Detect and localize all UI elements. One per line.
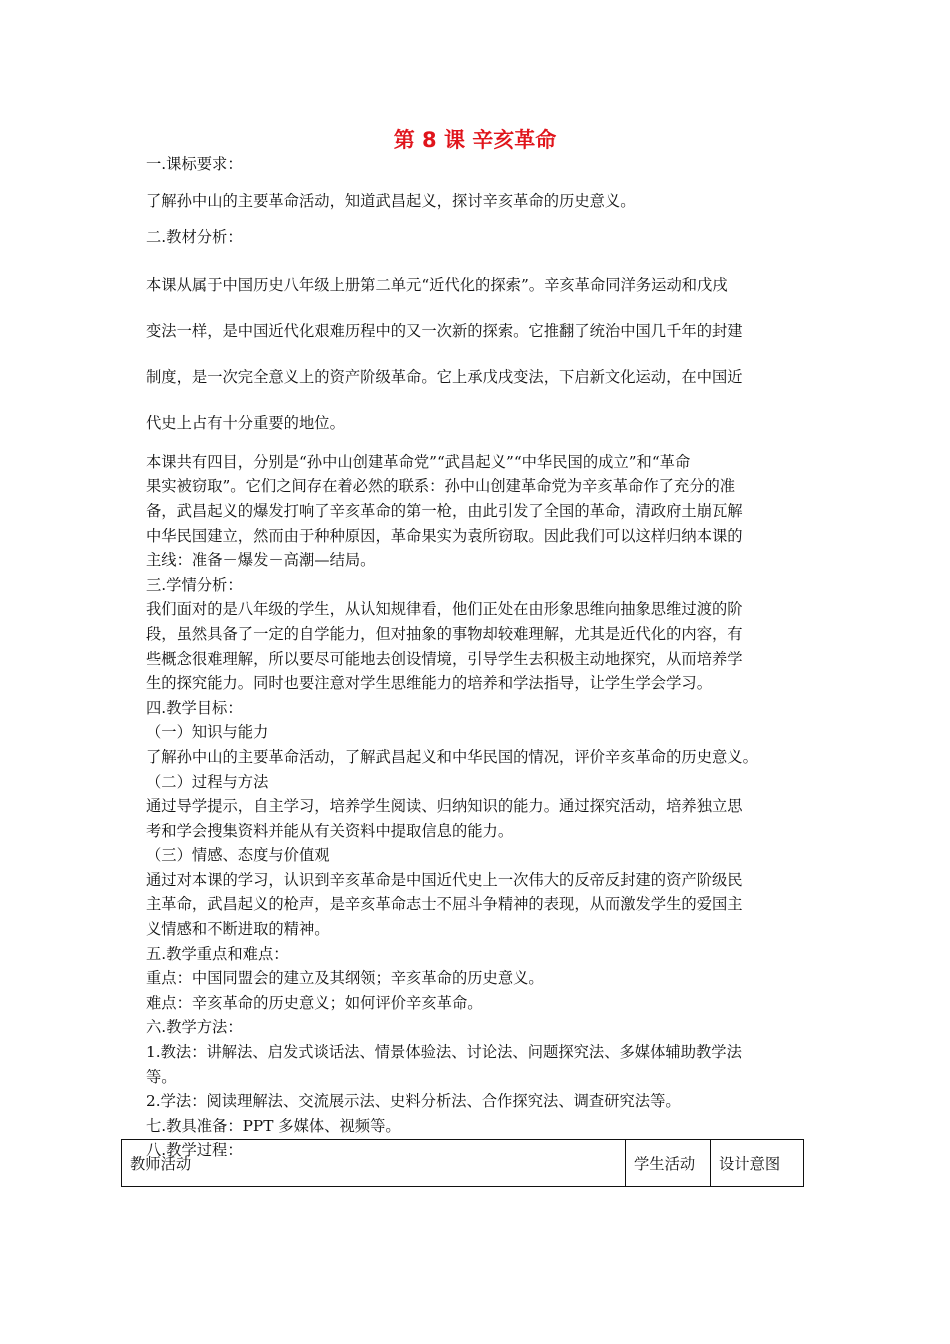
section-heading: 五.教学重点和难点： (146, 944, 289, 963)
paragraph-line: 段，虽然具备了一定的自学能力，但对抽象的事物却较难理解，尤其是近代化的内容，有 (146, 624, 743, 643)
section-heading: 七.教具准备：PPT 多媒体、视频等。 (146, 1116, 401, 1135)
paragraph-line: 等。 (146, 1067, 177, 1086)
table-header-teacher: 教师活动 (122, 1140, 626, 1186)
subsection-heading: （一）知识与能力 (146, 723, 269, 742)
paragraph-line: 制度，是一次完全意义上的资产阶级革命。它上承戊戌变法，下启新文化运动，在中国近 (146, 367, 743, 386)
paragraph-line: 些概念很难理解，所以要尽可能地去创设情境，引导学生去积极主动地探究，从而培养学 (146, 649, 743, 668)
table-header-intent: 设计意图 (719, 1155, 781, 1173)
paragraph-line: 1.教法：讲解法、启发式谈话法、情景体验法、讨论法、问题探究法、多媒体辅助教学法 (146, 1043, 742, 1062)
section-heading: 八.教学过程： (146, 1141, 243, 1160)
table-header-student: 学生活动 (626, 1140, 711, 1186)
paragraph-line: 通过对本课的学习，认识到辛亥革命是中国近代史上一次伟大的反帝反封建的资产阶级民 (146, 870, 743, 889)
paragraph-line: 重点：中国同盟会的建立及其纲领；辛亥革命的历史意义。 (146, 969, 544, 988)
paragraph-line: 变法一样，是中国近代化艰难历程中的又一次新的探索。它推翻了统治中国几千年的封建 (146, 321, 743, 340)
paragraph-line: 中华民国建立，然而由于种种原因，革命果实为袁所窃取。因此我们可以这样归纳本课的 (146, 526, 743, 545)
paragraph-line: 生的探究能力。同时也要注意对学生思维能力的培养和学法指导，让学生学会学习。 (146, 674, 712, 693)
teaching-process-table (121, 1139, 804, 1187)
paragraph-line: 考和学会搜集资料并能从有关资料中提取信息的能力。 (146, 821, 514, 840)
subsection-heading: （三）情感、态度与价值观 (146, 846, 330, 865)
paragraph-line: 代史上占有十分重要的地位。 (146, 413, 345, 432)
paragraph-line: 难点：辛亥革命的历史意义；如何评价辛亥革命。 (146, 993, 483, 1012)
paragraph-line: 本课共有四目，分别是“孙中山创建革命党”“武昌起义”“中华民国的成立”和“革命 (146, 452, 691, 471)
paragraph-line: 果实被窃取”。它们之间存在着必然的联系：孙中山创建革命党为辛亥革命作了充分的准 (146, 477, 736, 496)
paragraph-line: 通过导学提示，自主学习，培养学生阅读、归纳知识的能力。通过探究活动，培养独立思 (146, 797, 743, 816)
paragraph-line: 本课从属于中国历史八年级上册第二单元“近代化的探索”。辛亥革命同洋务运动和戊戌 (146, 275, 728, 294)
document-body (146, 152, 806, 1163)
paragraph-line: 了解孙中山的主要革命活动，了解武昌起义和中华民国的情况，评价辛亥革命的历史意义。 (146, 747, 758, 766)
section-heading: 六.教学方法： (146, 1018, 243, 1037)
paragraph-line: 了解孙中山的主要革命活动，知道武昌起义，探讨辛亥革命的历史意义。 (146, 191, 636, 210)
page-title: 第 8 课 辛亥革命 (393, 128, 557, 152)
paragraph-line: 义情感和不断进取的精神。 (146, 920, 330, 939)
paragraph-line: 备，武昌起义的爆发打响了辛亥革命的第一枪，由此引发了全国的革命，清政府土崩瓦解 (146, 501, 743, 520)
section-heading: 四.教学目标： (146, 698, 243, 717)
paragraph-line: 主革命，武昌起义的枪声，是辛亥革命志士不屈斗争精神的表现，从而激发学生的爱国主 (146, 895, 743, 914)
section-heading: 一.课标要求： (146, 155, 243, 173)
paragraph-line: 主线：准备－爆发－高潮—结局。 (146, 551, 376, 570)
section-heading: 二.教材分析： (146, 228, 243, 247)
paragraph-line: 2.学法：阅读理解法、交流展示法、史料分析法、合作探究法、调查研究法等。 (146, 1092, 681, 1111)
subsection-heading: （二）过程与方法 (146, 772, 269, 791)
section-heading: 三.学情分析： (146, 575, 243, 594)
paragraph-line: 我们面对的是八年级的学生，从认知规律看，他们正处在由形象思维向抽象思维过渡的阶 (146, 600, 743, 619)
